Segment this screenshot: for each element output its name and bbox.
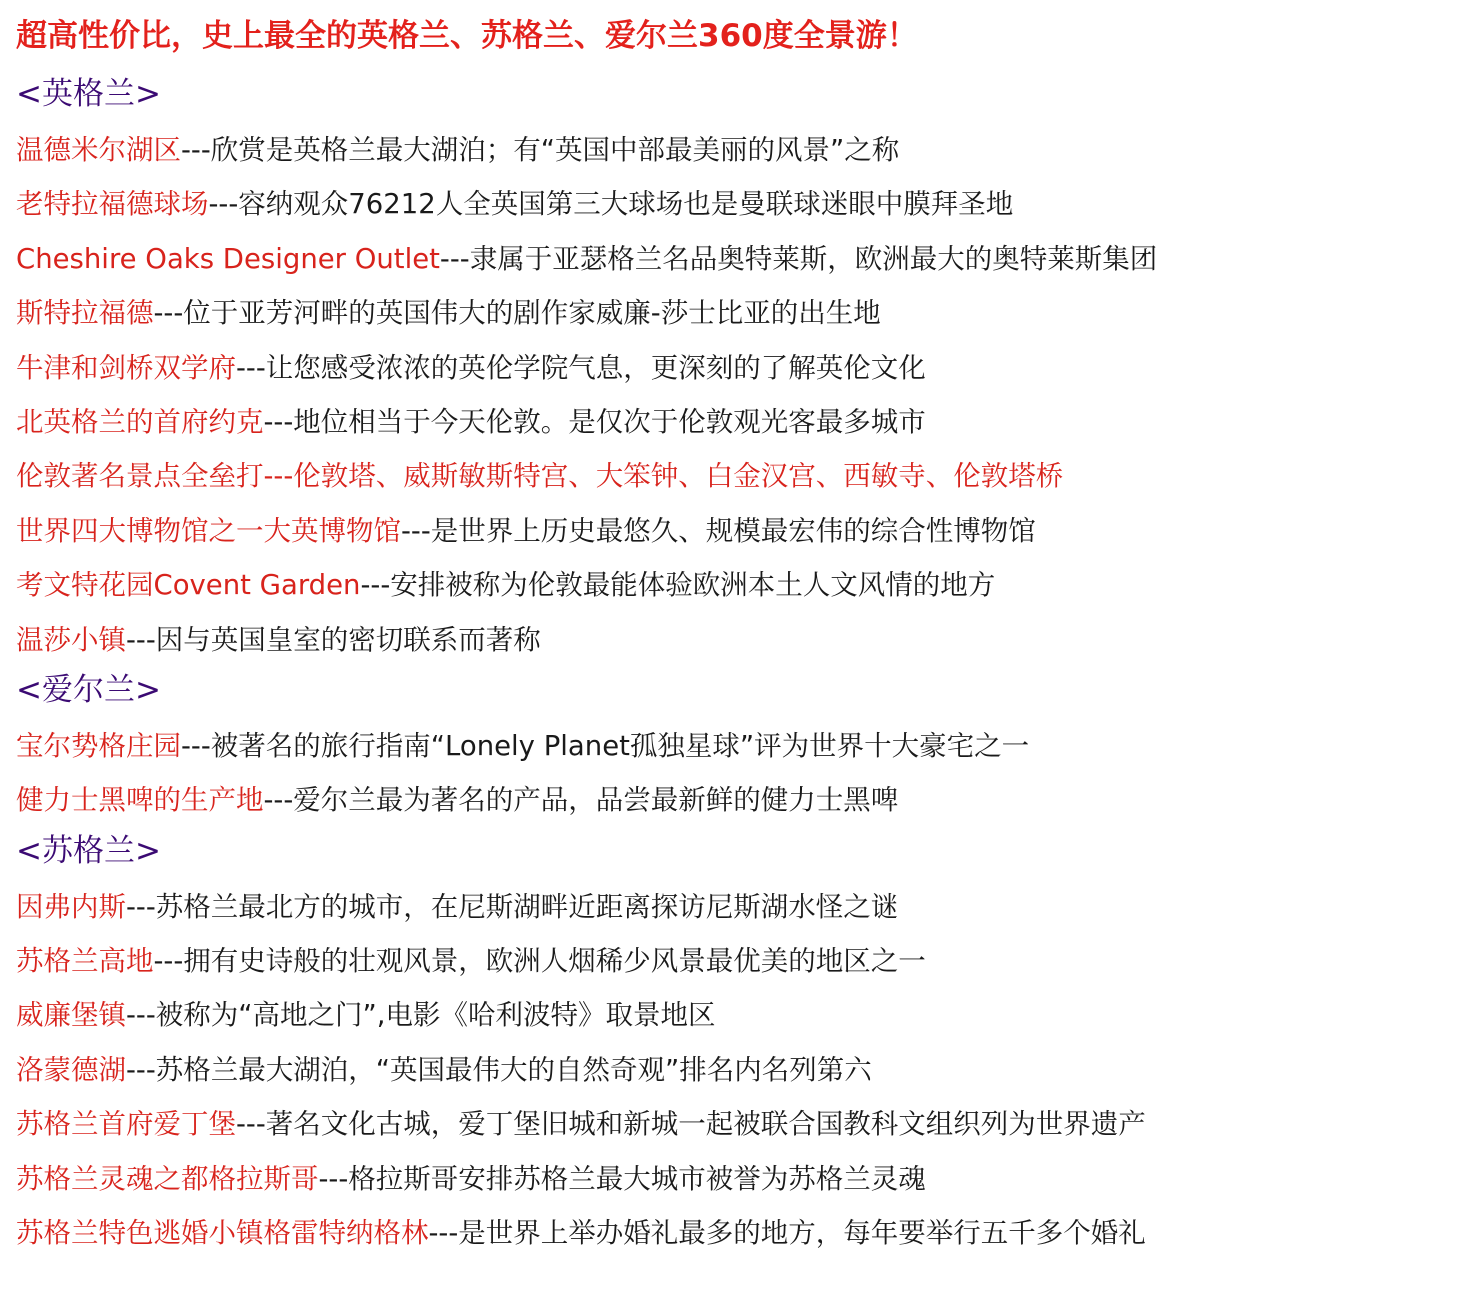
separator: ---: [153, 945, 184, 978]
list-item: [16, 995, 1451, 1035]
separator: ---: [181, 729, 211, 762]
list-item: [16, 239, 1451, 279]
place-link[interactable]: 温莎小镇: [16, 623, 126, 656]
item-description: 著名文化古城，爱丁堡旧城和新城一起被联合国教科文组织列为世界遗产: [265, 1108, 1146, 1141]
list-item: [16, 1050, 1451, 1090]
item-description: 地位相当于今天伦敦。是仅次于伦敦观光客最多城市: [293, 405, 926, 438]
list-item: [16, 456, 1451, 496]
item-description: 位于亚芳河畔的英国伟大的剧作家威廉-莎士比亚的出生地: [183, 297, 881, 330]
item-description: 容纳观众76212人全英国第三大球场也是曼联球迷眼中膜拜圣地: [238, 188, 1014, 221]
item-description: 拥有史诗般的壮观风景，欧洲人烟稀少风景最优美的地区之一: [183, 945, 926, 978]
section-heading: <苏格兰>: [16, 832, 161, 869]
separator: ---: [428, 1217, 459, 1250]
item-description: 是世界上举办婚礼最多的地方，每年要举行五千多个婚礼: [458, 1217, 1146, 1250]
separator: ---: [126, 1053, 156, 1086]
separator: ---: [263, 405, 294, 438]
separator: ---: [126, 890, 156, 923]
item-description: 因与英国皇室的密切联系而著称: [155, 623, 541, 656]
list-item: [16, 184, 1451, 224]
list-item: [16, 1104, 1451, 1144]
item-description: 欣赏是英格兰最大湖泊；有“英国中部最美丽的风景”之称: [210, 134, 900, 166]
place-link[interactable]: 苏格兰特色逃婚小镇格雷特纳格林: [16, 1217, 429, 1250]
item-description: 苏格兰最大湖泊，“英国最伟大的自然奇观”排名内名列第六: [155, 1053, 872, 1086]
item-description: 被著名的旅行指南“Lonely Planet孤独星球”评为世界十大豪宅之一: [210, 729, 1030, 762]
list-item: [16, 293, 1451, 333]
place-link[interactable]: 世界四大博物馆之一大英博物馆: [16, 514, 401, 547]
place-link[interactable]: Cheshire Oaks Designer Outlet: [16, 242, 440, 275]
place-link[interactable]: 苏格兰首府爱丁堡: [16, 1108, 236, 1141]
itinerary-page: [16, 14, 1451, 1267]
place-link[interactable]: 老特拉福德球场: [16, 188, 209, 221]
separator: ---: [360, 569, 391, 602]
separator: ---: [181, 134, 211, 166]
item-description: 苏格兰最北方的城市，在尼斯湖畔近距离探访尼斯湖水怪之谜: [155, 890, 899, 923]
item-description: 隶属于亚瑟格兰名品奥特莱斯，欧洲最大的奥特莱斯集团: [469, 242, 1158, 275]
separator: ---: [439, 242, 470, 275]
item-description: 被称为“高地之门”,电影《哈利波特》取景地区: [155, 999, 716, 1032]
separator: ---: [263, 784, 294, 817]
list-item: [16, 887, 1451, 927]
place-link[interactable]: 北英格兰的首府约克: [16, 405, 264, 438]
list-item: [16, 130, 1451, 170]
list-item: [16, 348, 1451, 388]
list-item: [16, 620, 1451, 660]
separator: ---: [208, 188, 239, 221]
list-item: [16, 726, 1451, 766]
section-heading: <爱尔兰>: [16, 671, 161, 708]
separator: ---: [263, 460, 294, 493]
list-item: [16, 1213, 1451, 1253]
place-link[interactable]: 宝尔势格庄园: [16, 729, 181, 762]
separator: ---: [126, 999, 156, 1032]
place-link[interactable]: 牛津和剑桥双学府: [16, 351, 236, 384]
section-heading: <英格兰>: [16, 76, 161, 112]
place-link[interactable]: 威廉堡镇: [16, 999, 126, 1032]
place-link[interactable]: 伦敦著名景点全垒打: [16, 460, 264, 493]
place-link[interactable]: 苏格兰灵魂之都格拉斯哥: [16, 1162, 319, 1195]
place-link[interactable]: 苏格兰高地: [16, 945, 154, 978]
separator: ---: [236, 1108, 266, 1141]
list-item: [16, 565, 1451, 605]
separator: ---: [401, 514, 431, 547]
separator: ---: [236, 351, 266, 384]
list-item: [16, 941, 1451, 981]
place-link[interactable]: 健力士黑啤的生产地: [16, 784, 264, 817]
place-link[interactable]: 因弗内斯: [16, 890, 126, 923]
item-description: 爱尔兰最为著名的产品，品尝最新鲜的健力士黑啤: [293, 784, 899, 817]
item-description: 伦敦塔、威斯敏斯特宫、大笨钟、白金汉宫、西敏寺、伦敦塔桥: [293, 460, 1064, 493]
list-item: [16, 780, 1451, 820]
list-item: [16, 402, 1451, 442]
separator: ---: [153, 297, 184, 330]
list-item: [16, 511, 1451, 551]
item-description: 是世界上历史最悠久、规模最宏伟的综合性博物馆: [430, 514, 1036, 547]
separator: ---: [318, 1162, 349, 1195]
place-link[interactable]: 斯特拉福德: [16, 297, 154, 330]
place-link[interactable]: 考文特花园Covent Garden: [16, 569, 361, 602]
sections-container: [16, 72, 1451, 1253]
item-description: 让您感受浓浓的英伦学院气息，更深刻的了解英伦文化: [265, 351, 926, 384]
page-title: 超高性价比，史上最全的英格兰、苏格兰、爱尔兰360度全景游！: [16, 18, 918, 54]
item-description: 安排被称为伦敦最能体验欧洲本土人文风情的地方: [390, 569, 996, 602]
separator: ---: [126, 623, 156, 656]
place-link[interactable]: 洛蒙德湖: [16, 1053, 126, 1086]
place-link[interactable]: 温德米尔湖区: [16, 134, 181, 166]
list-item: [16, 1159, 1451, 1199]
item-description: 格拉斯哥安排苏格兰最大城市被誉为苏格兰灵魂: [348, 1162, 926, 1195]
